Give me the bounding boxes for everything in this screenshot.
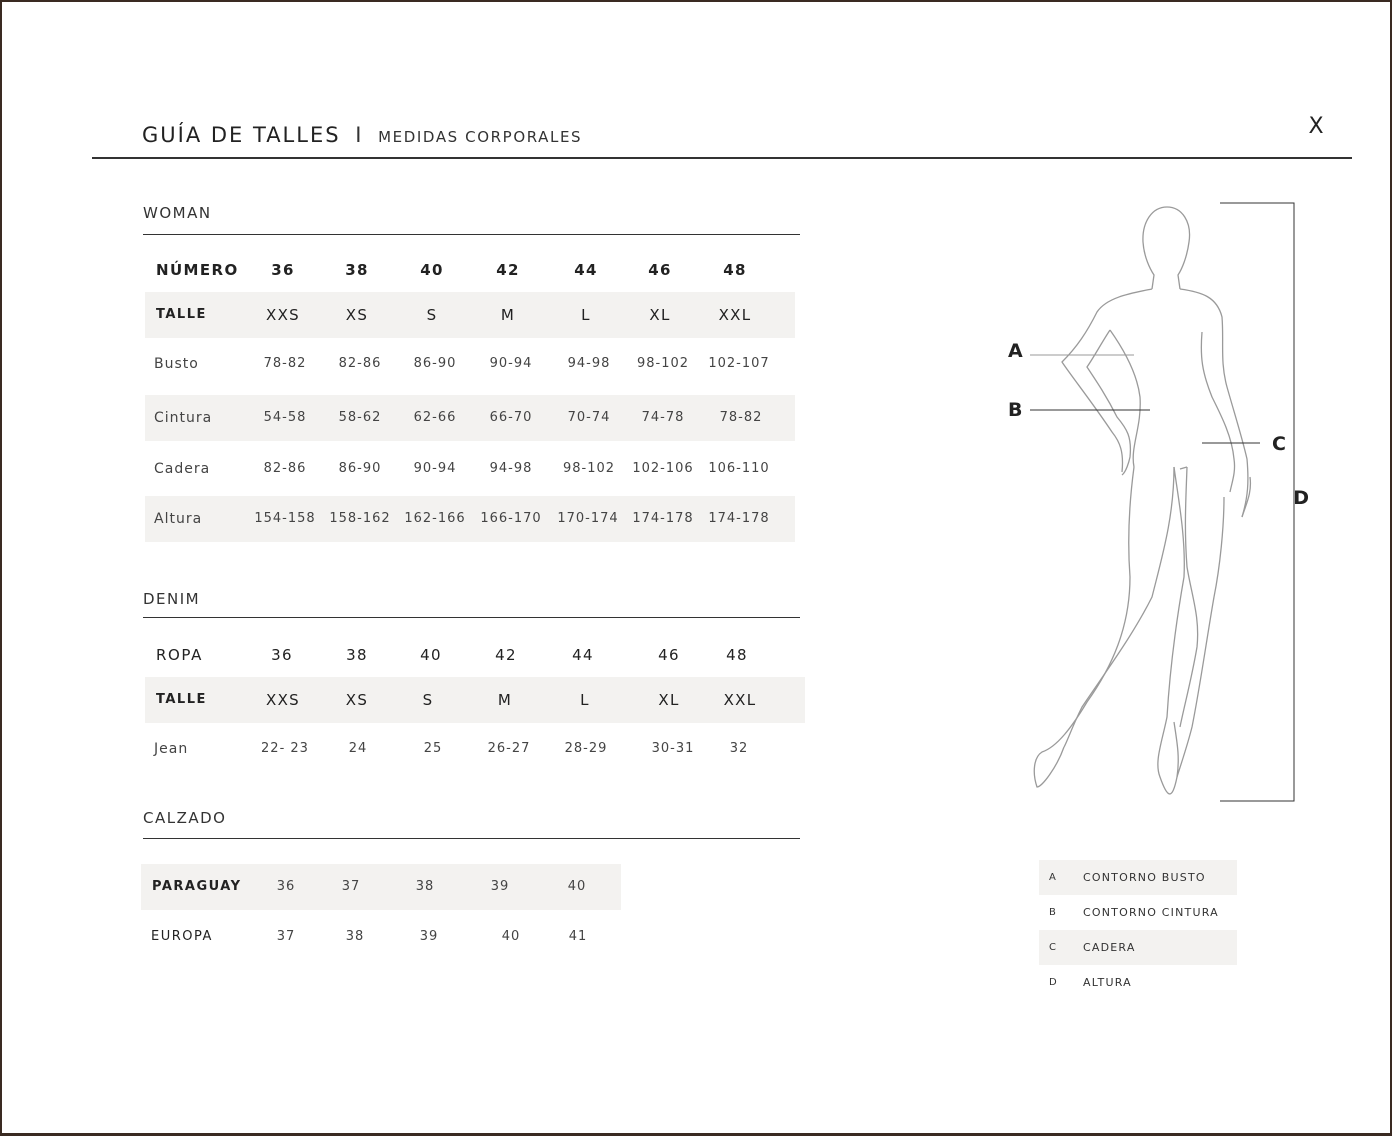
marker-a: A — [1008, 340, 1023, 362]
marker-d: D — [1293, 487, 1309, 509]
table-cell: 42 — [496, 261, 520, 279]
table-cell: 46 — [658, 646, 680, 664]
title-main: GUÍA DE TALLES — [142, 123, 341, 147]
size-guide-modal — [2, 2, 1390, 1133]
row-label: Jean — [154, 741, 189, 757]
table-cell: 98-102 — [562, 461, 616, 476]
table-cell: 78-82 — [263, 356, 307, 371]
row-label: Altura — [154, 511, 203, 527]
legend-key: B — [1049, 907, 1056, 918]
table-cell: 154-158 — [254, 511, 316, 526]
row-label: TALLE — [156, 692, 207, 707]
table-cell: XS — [345, 306, 369, 324]
table-cell: 38 — [345, 261, 369, 279]
modal-title — [142, 123, 582, 147]
legend-key: C — [1049, 942, 1056, 953]
body-measurement-figure — [1002, 197, 1312, 807]
table-row — [145, 446, 795, 492]
body-silhouette — [1034, 207, 1250, 794]
table-cell: 98-102 — [636, 356, 690, 371]
table-cell: 94-98 — [567, 356, 611, 371]
table-cell: 174-178 — [708, 511, 770, 526]
row-label: PARAGUAY — [152, 879, 242, 894]
table-row — [145, 496, 795, 542]
table-cell: M — [497, 691, 513, 709]
table-cell: 90-94 — [413, 461, 457, 476]
close-button[interactable]: X — [1308, 114, 1324, 139]
table-cell: 36 — [271, 646, 293, 664]
legend-item — [1039, 860, 1237, 895]
table-cell: 48 — [726, 646, 748, 664]
table-cell: 38 — [346, 646, 368, 664]
table-cell: 39 — [419, 929, 439, 944]
table-cell: 82-86 — [263, 461, 307, 476]
table-cell: 106-110 — [708, 461, 770, 476]
legend-text: ALTURA — [1083, 976, 1132, 989]
section-title-woman: WOMAN — [143, 204, 212, 222]
table-cell: 36 — [276, 879, 296, 894]
table-cell: 94-98 — [489, 461, 533, 476]
table-cell: 162-166 — [404, 511, 466, 526]
table-cell: 24 — [348, 741, 368, 756]
table-cell: S — [426, 306, 438, 324]
section-divider-denim — [143, 617, 800, 618]
table-cell: XL — [658, 691, 680, 709]
table-cell: 174-178 — [632, 511, 694, 526]
title-separator: I — [355, 123, 364, 147]
table-cell: 26-27 — [487, 741, 531, 756]
table-cell: 37 — [276, 929, 296, 944]
table-row — [145, 395, 795, 441]
section-divider-calzado — [143, 838, 800, 839]
table-cell: XXL — [718, 306, 752, 324]
table-cell: 41 — [568, 929, 588, 944]
table-row — [145, 632, 805, 678]
table-row — [141, 914, 621, 960]
table-row — [141, 864, 621, 910]
table-row — [145, 247, 795, 293]
legend-text: CONTORNO CINTURA — [1083, 906, 1219, 919]
table-cell: 74-78 — [641, 410, 685, 425]
table-cell: 48 — [723, 261, 747, 279]
table-cell: 32 — [729, 741, 749, 756]
legend-item — [1039, 930, 1237, 965]
row-label: TALLE — [156, 307, 207, 322]
table-cell: 78-82 — [719, 410, 763, 425]
row-label: Cadera — [154, 461, 211, 477]
table-cell: 102-107 — [708, 356, 770, 371]
row-label: NÚMERO — [156, 261, 239, 279]
table-cell: 44 — [574, 261, 598, 279]
row-label: Cintura — [154, 410, 213, 426]
marker-c: C — [1272, 433, 1286, 455]
table-cell: 38 — [415, 879, 435, 894]
table-row — [145, 726, 805, 772]
row-label: Busto — [154, 356, 199, 372]
row-label: ROPA — [156, 646, 203, 664]
title-subtitle: MEDIDAS CORPORALES — [378, 128, 583, 146]
table-cell: 62-66 — [413, 410, 457, 425]
table-cell: 40 — [420, 646, 442, 664]
table-cell: 66-70 — [489, 410, 533, 425]
table-cell: S — [422, 691, 434, 709]
table-cell: 25 — [423, 741, 443, 756]
legend-key: A — [1049, 872, 1056, 883]
table-cell: 37 — [341, 879, 361, 894]
table-cell: 86-90 — [338, 461, 382, 476]
table-cell: 58-62 — [338, 410, 382, 425]
guide-bracket-d — [1220, 203, 1294, 801]
table-cell: XL — [649, 306, 671, 324]
marker-b: B — [1008, 399, 1023, 421]
table-cell: 36 — [271, 261, 295, 279]
table-cell: 166-170 — [480, 511, 542, 526]
section-title-calzado: CALZADO — [143, 809, 227, 827]
table-cell: 39 — [490, 879, 510, 894]
legend-item — [1039, 965, 1237, 1000]
table-cell: L — [580, 691, 590, 709]
table-cell: 30-31 — [651, 741, 695, 756]
section-divider-woman — [143, 234, 800, 235]
table-row — [145, 341, 795, 387]
header-divider — [92, 157, 1352, 159]
table-cell: 38 — [345, 929, 365, 944]
table-cell: 40 — [567, 879, 587, 894]
table-cell: 54-58 — [263, 410, 307, 425]
table-cell: 102-106 — [632, 461, 694, 476]
table-cell: 42 — [495, 646, 517, 664]
table-cell: 40 — [501, 929, 521, 944]
legend-item — [1039, 895, 1237, 930]
table-cell: 86-90 — [413, 356, 457, 371]
table-cell: 158-162 — [329, 511, 391, 526]
section-title-denim: DENIM — [143, 590, 201, 608]
table-cell: 90-94 — [489, 356, 533, 371]
table-row — [145, 677, 805, 723]
table-cell: 28-29 — [564, 741, 608, 756]
table-cell: 40 — [420, 261, 444, 279]
table-cell: 46 — [648, 261, 672, 279]
table-cell: 44 — [572, 646, 594, 664]
table-cell: XXL — [723, 691, 757, 709]
table-row — [145, 292, 795, 338]
table-cell: 70-74 — [567, 410, 611, 425]
table-cell: XXS — [266, 306, 300, 324]
table-cell: 82-86 — [338, 356, 382, 371]
legend-key: D — [1049, 977, 1057, 988]
legend-text: CONTORNO BUSTO — [1083, 871, 1206, 884]
table-cell: XXS — [266, 691, 300, 709]
row-label: EUROPA — [151, 929, 213, 944]
table-cell: XS — [345, 691, 369, 709]
table-cell: M — [500, 306, 516, 324]
table-cell: 22- 23 — [261, 741, 309, 756]
table-cell: L — [581, 306, 591, 324]
legend-text: CADERA — [1083, 941, 1136, 954]
table-cell: 170-174 — [557, 511, 619, 526]
